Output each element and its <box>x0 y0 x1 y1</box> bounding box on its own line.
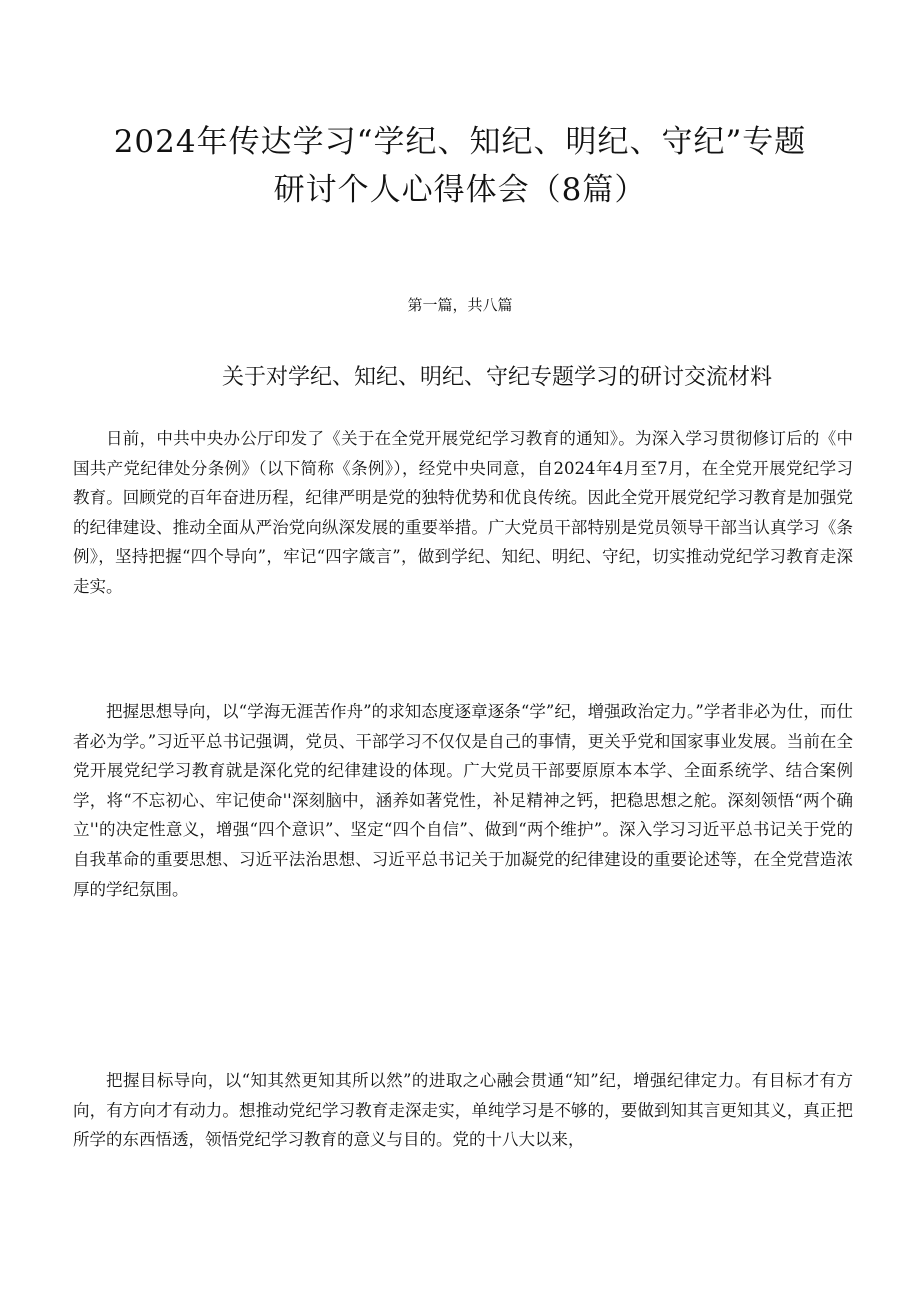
document-title <box>60 118 860 214</box>
paragraph-1: 日前，中共中央办公厅印发了《关于在全党开展党纪学习教育的通知》。为深入学习贯彻修订后的《中国共产党纪律处分条例》（以下简称《条例》），经党中央同意，自2024年4月至7月，在全党开展党纪学习教育。回顾党的百年奋进历程，纪律严明是党的独特优势和优良传统。因此全党开展党纪学习教育是加强党的纪律建设、推动全面从严治党向纵深发展的重要举措。广大党员干部特别是党员领导干部当认真学习《条例》，坚持把握“四个导向”，牢记“四字箴言”，做到学纪、知纪、明纪、守纪，切实推动党纪学习教育走深走实。 <box>73 429 853 596</box>
title-line-1: 2024年传达学习“学纪、知纪、明纪、守纪”专题 <box>113 124 807 160</box>
paragraph-3: 把握目标导向，以“知其然更知其所以然”的进取之心融会贯通“知”纪，增强纪律定力。有目标才有方向，有方向才有动力。想推动党纪学习教育走深走实，单纯学习是不够的，要做到知其言更知其义，真正把所学的东西悟透，领悟党纪学习教育的意义与目的。党的十八大以来， <box>73 1071 853 1150</box>
article-heading: 关于对学纪、知纪、明纪、守纪专题学习的研讨交流材料 <box>222 365 773 390</box>
title-line-2: 研讨个人心得体会（8篇） <box>273 172 647 208</box>
article-number: 第一篇，共八篇 <box>407 296 513 314</box>
paragraph-2: 把握思想导向，以“学海无涯苦作舟”的求知态度逐章逐条“学”纪，增强政治定力。”学者非必为仕，而仕者必为学。”习近平总书记强调，党员、干部学习不仅仅是自己的事情，更关乎党和国家事业发展。当前在全党开展党纪学习教育就是深化党的纪律建设的体现。广大党员干部要原原本本学、全面系统学、结合案例学，将“不忘初心、牢记使命''深刻脑中，涵养如著党性，补足精神之钙，把稳思想之舵。深刻领悟“两个确立''的决定性意义，增强“四个意识”、坚定“四个自信”、做到“两个维护”。深入学习习近平总书记关于党的自我革命的重要思想、习近平法治思想、习近平总书记关于加凝党的纪律建设的重要论述等，在全党营造浓厚的学纪氛围。 <box>73 702 853 899</box>
